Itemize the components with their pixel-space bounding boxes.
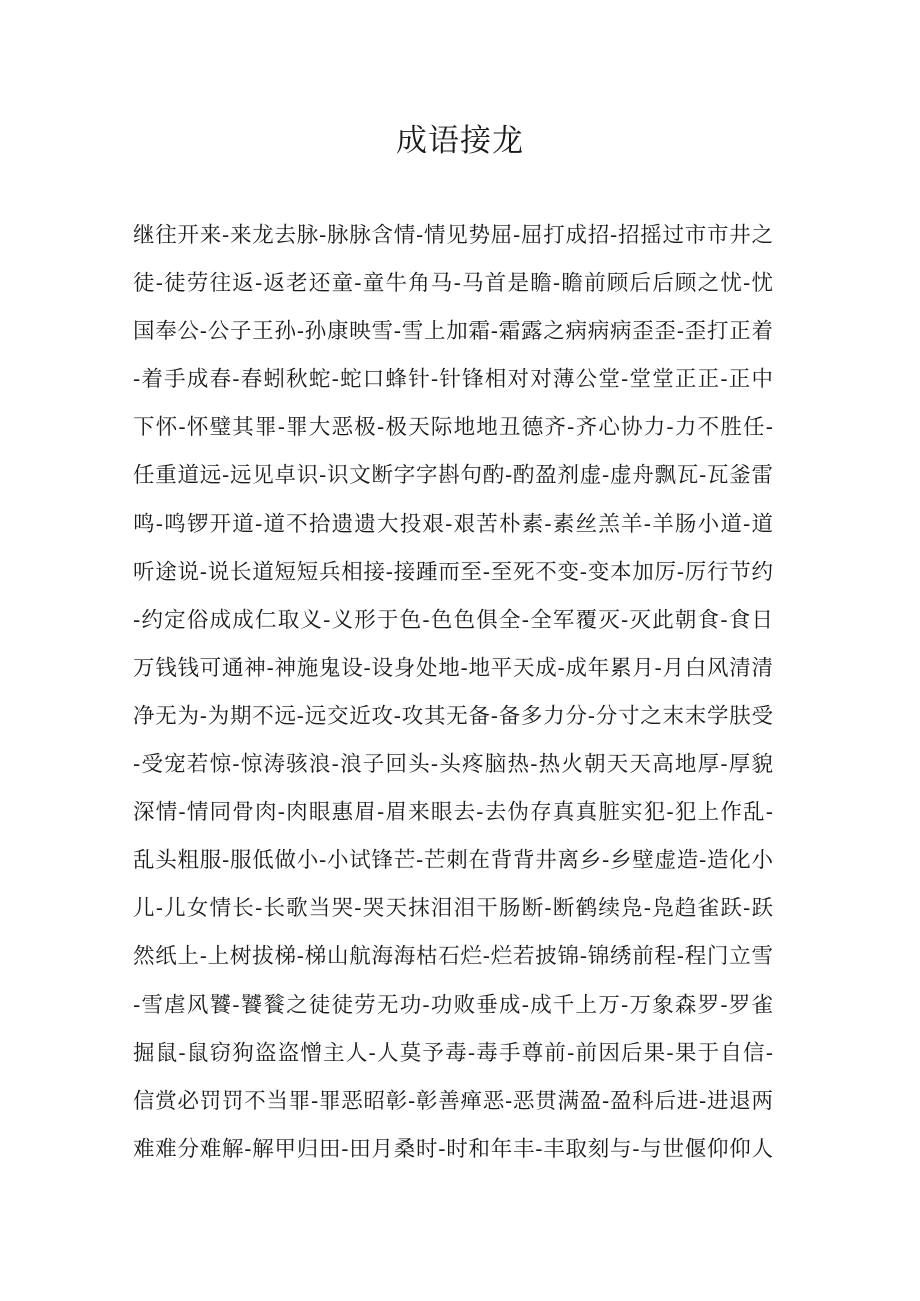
text-line: 听途说-说长道短短兵相接-接踵而至-至死不变-变本加厉-厉行节约 (133, 559, 773, 585)
text-line: 下怀-怀璧其罪-罪大恶极-极天际地地丑德齐-齐心协力-力不胜任- (133, 415, 773, 441)
text-line: 继往开来-来龙去脉-脉脉含情-情见势屈-屈打成招-招摇过市市井之 (133, 223, 773, 248)
text-line: 净无为-为期不远-远交近攻-攻其无备-备多力分-分寸之末末学肤受 (133, 703, 773, 729)
text-line: 任重道远-远见卓识-识文断字字斟句酌-酌盈剂虚-虚舟飘瓦-瓦釜雷 (133, 463, 773, 489)
text-line: 然纸上-上树拔梯-梯山航海海枯石烂-烂若披锦-锦绣前程-程门立雪 (133, 944, 773, 970)
text-line: 信赏必罚罚不当罪-罪恶昭彰-彰善瘅恶-恶贯满盈-盈科后进-进退两 (133, 1088, 773, 1114)
text-line: 儿-儿女情长-长歌当哭-哭天抹泪泪干肠断-断鹤续凫-凫趋雀跃-跃 (133, 896, 773, 922)
idiom-chain-text (133, 212, 773, 1174)
text-line: -着手成春-春蚓秋蛇-蛇口蜂针-针锋相对对薄公堂-堂堂正正-正中 (133, 367, 773, 393)
document-title: 成语接龙 (396, 123, 524, 159)
text-line: 徒-徒劳往返-返老还童-童牛角马-马首是瞻-瞻前顾后后顾之忧-忧 (133, 271, 773, 297)
text-line: 鸣-鸣锣开道-道不拾遗遗大投艰-艰苦朴素-素丝羔羊-羊肠小道-道 (133, 511, 773, 537)
text-line: 万钱钱可通神-神施鬼设-设身处地-地平天成-成年累月-月白风清清 (133, 655, 773, 681)
text-line: 国奉公-公子王孙-孙康映雪-雪上加霜-霜露之病病病歪歪-歪打正着 (133, 319, 773, 345)
text-line: -约定俗成成仁取义-义形于色-色色俱全-全军覆灭-灭此朝食-食日 (133, 607, 773, 633)
text-line: -雪虐风饕-饕餮之徒徒劳无功-功败垂成-成千上万-万象森罗-罗雀 (133, 992, 773, 1018)
text-line: 掘鼠-鼠窃狗盗盗憎主人-人莫予毒-毒手尊前-前因后果-果于自信- (133, 1040, 773, 1066)
text-line: 乱头粗服-服低做小-小试锋芒-芒刺在背背井离乡-乡壁虚造-造化小 (133, 848, 773, 874)
text-line: -受宠若惊-惊涛骇浪-浪子回头-头疼脑热-热火朝天天高地厚-厚貌 (133, 752, 773, 778)
text-line: 深情-情同骨肉-肉眼惠眉-眉来眼去-去伪存真真脏实犯-犯上作乱- (133, 800, 773, 826)
text-line: 难难分难解-解甲归田-田月桑时-时和年丰-丰取刻与-与世偃仰仰人 (133, 1136, 773, 1162)
